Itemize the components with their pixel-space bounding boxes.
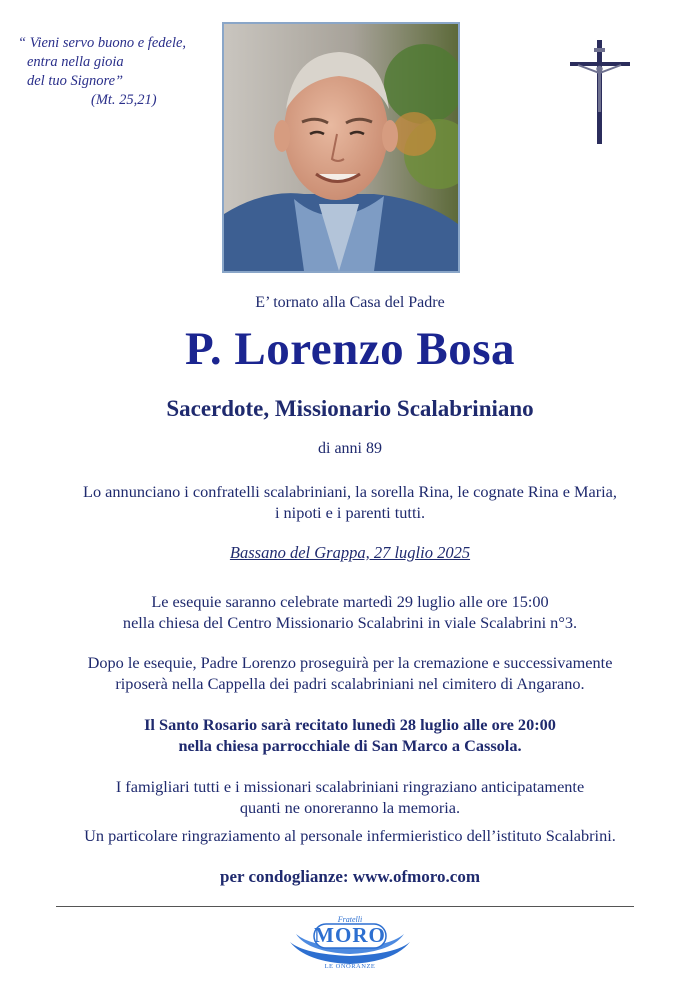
logo-main-text: MORO — [314, 923, 386, 947]
thanks-line-2: quanti ne onoreranno la memoria. — [239, 798, 461, 817]
announcement — [0, 481, 700, 523]
cremation-line-2: riposerà nella Cappella dei padri scalabriniani nel cimitero di Angarano. — [115, 674, 585, 693]
deceased-age: di anni 89 — [318, 440, 382, 457]
rosary-line-1: Il Santo Rosario sarà recitato lunedì 28 luglio alle ore 20:00 — [144, 715, 556, 734]
cremation-info — [0, 652, 700, 694]
logo-top-text: Fratelli — [337, 915, 363, 924]
intro-text: E’ tornato alla Casa del Padre — [255, 294, 445, 311]
announcement-line-1: Lo annunciano i confratelli scalabriniani, la sorella Rina, le cognate Rina e Maria, — [83, 482, 617, 501]
funeral-info — [0, 591, 700, 633]
funeral-line-2: nella chiesa del Centro Missionario Scalabrini in viale Scalabrini n°3. — [122, 613, 578, 632]
family-thanks — [0, 776, 700, 818]
quote-reference: (Mt. 25,21) — [91, 92, 157, 108]
place-date — [0, 543, 700, 563]
rosary-info — [0, 714, 700, 756]
special-thanks: Un particolare ringraziamento al personale infermieristico dell’istituto Scalabrini. — [84, 826, 616, 845]
divider — [56, 906, 634, 907]
deceased-role: Sacerdote, Missionario Scalabriniano — [166, 396, 534, 421]
logo-bottom-text: LE ONORANZE — [324, 963, 376, 970]
portrait-photo — [222, 22, 460, 273]
scripture-quote — [18, 34, 198, 110]
crucifix-icon — [568, 36, 632, 148]
cremation-line-1: Dopo le esequie, Padre Lorenzo proseguirà per la cremazione e successivamente — [87, 653, 613, 672]
quote-line-2: entra nella gioia — [27, 54, 124, 70]
thanks-line-1: I famigliari tutti e i missionari scalabriniani ringraziano anticipatamente — [115, 777, 585, 796]
funeral-home-logo — [286, 912, 414, 975]
place-date-text: Bassano del Grappa, 27 luglio 2025 — [229, 543, 471, 562]
funeral-line-1: Le esequie saranno celebrate martedì 29 luglio alle ore 15:00 — [151, 592, 549, 611]
deceased-name: P. Lorenzo Bosa — [184, 323, 515, 375]
quote-line-1: “ Vieni servo buono e fedele, — [18, 35, 187, 51]
rosary-line-2: nella chiesa parrocchiale di San Marco a Cassola. — [178, 736, 522, 755]
condolences-link[interactable]: per condoglianze: www.ofmoro.com — [219, 867, 480, 886]
quote-line-3: del tuo Signore” — [27, 73, 124, 89]
portrait-image — [224, 24, 458, 271]
announcement-line-2: i nipoti e i parenti tutti. — [274, 503, 426, 522]
